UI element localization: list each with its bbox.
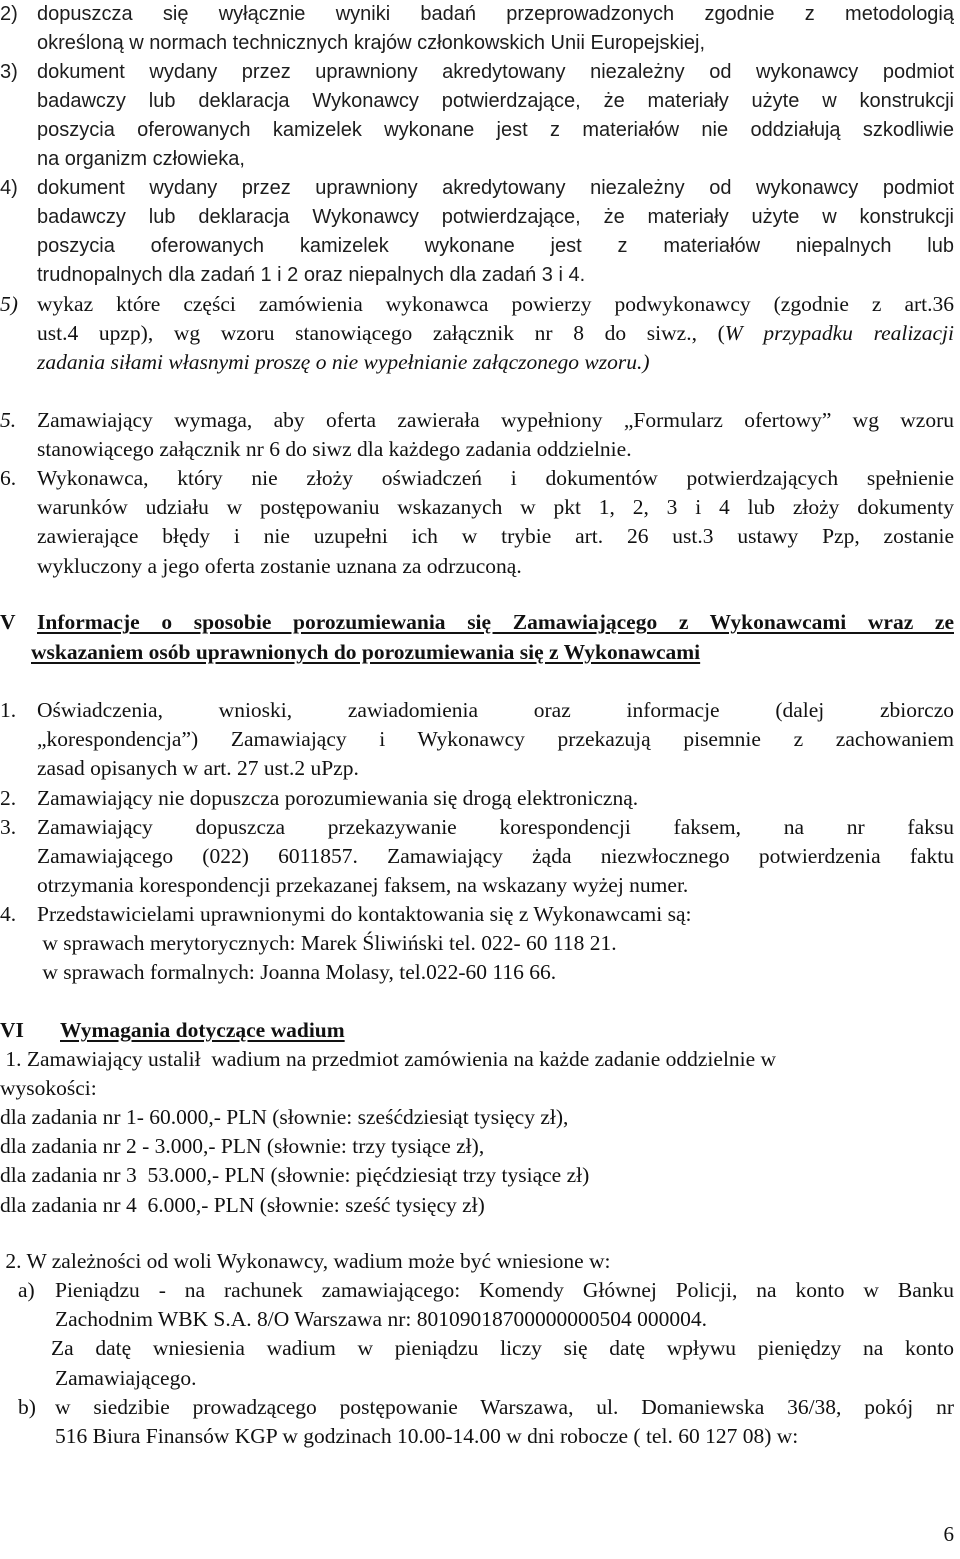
list-number: 5. <box>0 408 17 432</box>
text-line: Zamawiający nie dopuszcza porozumiewania się drogą elektroniczną. <box>37 786 639 810</box>
text-line: Za datę wniesienia wadium w pieniądzu liczy się datę wpływu pieniędzy na konto <box>51 1336 954 1361</box>
wadium-forms-intro <box>0 1247 954 1276</box>
list-number: 4. <box>0 902 17 926</box>
text-line: 1. Zamawiający ustalił wadium na przedmiot zamówienia na każde zadanie oddzielnie w <box>0 1047 777 1071</box>
text-line: dokument wydany przez uprawniony akredytowany niezależny od wykonawcy podmiot <box>37 177 954 199</box>
wadium-amount-task-1: dla zadania nr 1- 60.000,- PLN (słownie: sześćdziesiąt tysięcy zł), <box>0 1105 569 1129</box>
text-line: 516 Biura Finansów KGP w godzinach 10.00-14.00 w dni robocze ( tel. 60 127 08) w: <box>55 1424 799 1449</box>
text-line: Pieniądzu - na rachunek zamawiającego: Komendy Głównej Policji, na konto w Banku <box>55 1278 954 1302</box>
text-line: warunków udziału w postępowaniu wskazanych w pkt 1, 2, 3 i 4 lub złoży dokumenty <box>37 495 954 520</box>
page-number: 6 <box>943 1522 954 1546</box>
text-line: Zachodnim WBK S.A. 8/O Warszawa nr: 80109018700000000504 000004. <box>55 1307 707 1332</box>
text-line: 2. W zależności od woli Wykonawcy, wadium może być wniesione w: <box>0 1249 611 1273</box>
list-number: 4) <box>0 177 18 199</box>
contact-merytoryczny: w sprawach merytorycznych: Marek Śliwiński tel. 022- 60 118 21. <box>37 931 617 956</box>
text-line: Oświadczenia, wnioski, zawiadomienia oraz informacje (dalej zbiorczo <box>37 698 954 722</box>
text-line: badawczy lub deklaracja Wykonawcy potwierdzające, że materiały użyte w konstrukcji <box>37 206 954 228</box>
text-line: Zamawiający dopuszcza przekazywanie korespondencji faksem, na nr faksu <box>37 815 954 839</box>
wadium-form-b <box>18 1393 954 1451</box>
wadium-amount-task-2: dla zadania nr 2 - 3.000,- PLN (słownie: trzy tysiące zł), <box>0 1134 485 1159</box>
list-number: 6. <box>0 466 17 490</box>
list-number: 2) <box>0 3 18 25</box>
list-letter: b) <box>18 1395 36 1419</box>
italic-note: W przypadku realizacji <box>724 321 954 346</box>
section-v-heading-cont <box>31 638 960 667</box>
section-v-item-1 <box>0 696 954 784</box>
list-number: 2. <box>0 786 17 810</box>
text-line: na organizm człowieka, <box>37 148 245 170</box>
text-line: Zamawiający wymaga, aby oferta zawierała wypełniony „Formularz ofertowy” wg wzoru <box>37 408 954 432</box>
section-v-item-3 <box>0 813 954 901</box>
text-line: poszycia oferowanych kamizelek wykonane jest z materiałów niepalnych lub <box>37 235 954 257</box>
italic-note: zadania siłami własnymi proszę o nie wypełnianie załączonego wzoru.) <box>37 350 650 375</box>
text-line: Przedstawicielami uprawnionymi do kontaktowania się z Wykonawcami są: <box>37 902 692 926</box>
text-line: wysokości: <box>0 1076 97 1101</box>
text-line: zasad opisanych w art. 27 ust.2 uPzp. <box>37 756 359 781</box>
section-roman-numeral: VI <box>0 1018 24 1042</box>
text-line: zawierające błędy i nie uzupełni ich w trybie art. 26 ust.3 ustawy Pzp, zostanie <box>37 524 954 549</box>
text-line: Zamawiającego. <box>55 1365 197 1390</box>
section-title-continuation: wskazaniem osób uprawnionych do porozumiewania się z Wykonawcami <box>31 640 701 664</box>
text-line: poszycia oferowanych kamizelek wykonane jest z materiałów nie oddziałują szkodliwie <box>37 119 954 141</box>
wadium-intro <box>0 1045 954 1103</box>
section-v-item-2 <box>0 784 954 813</box>
text-line: trudnopalnych dla zadań 1 i 2 oraz niepalnych dla zadań 3 i 4. <box>37 264 586 286</box>
text-line: dopuszcza się wyłącznie wyniki badań przeprowadzonych zgodnie z metodologią <box>37 3 954 25</box>
text-line <box>37 319 954 348</box>
list-letter: a) <box>18 1278 35 1302</box>
text-line: badawczy lub deklaracja Wykonawcy potwierdzające, że materiały użyte w konstrukcji <box>37 90 954 112</box>
wadium-form-a <box>18 1276 954 1393</box>
text-line: stanowiącego załącznik nr 6 do siwz dla każdego zadania oddzielnie. <box>37 437 632 462</box>
wadium-amount-task-4: dla zadania nr 4 6.000,- PLN (słownie: sześć tysięcy zł) <box>0 1192 485 1217</box>
text-line: wykaz które części zamówienia wykonawca powierzy podwykonawcy (zgodnie z art.36 <box>37 292 954 316</box>
point-5 <box>0 406 954 464</box>
section-vi-heading <box>0 1016 960 1045</box>
text-line: „korespondencja”) Zamawiający i Wykonawcy przekazują pisemnie z zachowaniem <box>37 727 954 752</box>
contact-formalny: w sprawach formalnych: Joanna Molasy, tel.022-60 116 66. <box>37 960 557 985</box>
section-roman-numeral: V <box>0 610 16 634</box>
text-line: otrzymania korespondencji przekazanej faksem, na wskazany wyżej numer. <box>37 873 689 898</box>
wadium-amount-task-3: dla zadania nr 3 53.000,- PLN (słownie: pięćdziesiąt trzy tysiące zł) <box>0 1163 590 1188</box>
text-line: dokument wydany przez uprawniony akredytowany niezależny od wykonawcy podmiot <box>37 61 954 83</box>
text-line: Wykonawca, który nie złoży oświadczeń i dokumentów potwierdzających spełnienie <box>37 466 954 490</box>
text-line: określoną w normach technicznych krajów członkowskich Unii Europejskiej, <box>37 32 706 54</box>
point-6 <box>0 464 954 581</box>
list-number: 3) <box>0 61 18 83</box>
section-v-item-4 <box>0 900 954 988</box>
section-v-heading <box>0 608 960 637</box>
wadium-amounts <box>0 1103 954 1220</box>
section-title: Wymagania dotyczące wadium <box>60 1018 345 1042</box>
section-title: Informacje o sposobie porozumiewania się Zamawiającego z Wykonawcami wraz ze <box>37 610 954 634</box>
text-line: w siedzibie prowadzącego postępowanie Warszawa, ul. Domaniewska 36/38, pokój nr <box>55 1395 954 1419</box>
list-item-2 <box>0 0 954 58</box>
text-line: wykluczony a jego oferta zostanie uznana za odrzuconą. <box>37 553 522 578</box>
list-number: 1. <box>0 698 17 722</box>
list-item-5-wykaz <box>0 290 954 378</box>
list-item-3 <box>0 58 954 174</box>
list-number: 5) <box>0 292 18 316</box>
text-line: Zamawiającego (022) 6011857. Zamawiający żąda niezwłocznego potwierdzenia faktu <box>37 844 954 869</box>
text-segment: ust.4 upzp), wg wzoru stanowiącego załącznik nr 8 do siwz., ( <box>37 321 725 346</box>
list-item-4 <box>0 174 954 290</box>
list-number: 3. <box>0 815 17 839</box>
